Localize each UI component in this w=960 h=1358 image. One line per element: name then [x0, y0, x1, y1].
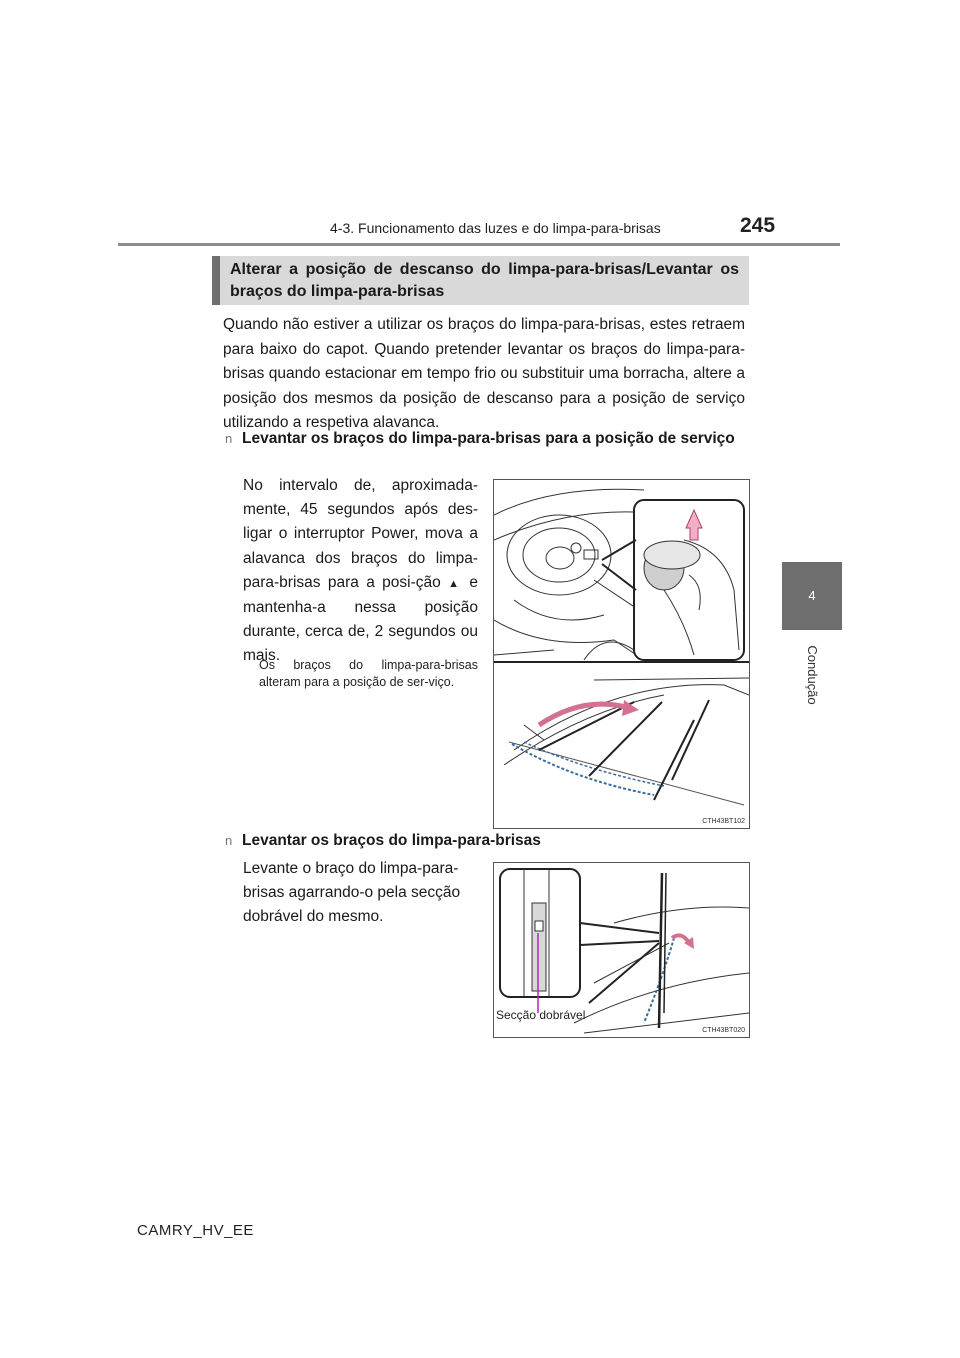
figure2-fold-section-label: Secção dobrável: [496, 1008, 586, 1022]
page-number: 245: [740, 214, 776, 237]
wiper-service-symbol-icon: ▲: [448, 577, 463, 590]
subsection1-paragraph-part2: e mantenha-a nessa posição durante, cerca de, 2 segundos ou mais.: [243, 573, 478, 665]
bullet-icon: n: [225, 431, 233, 446]
subsection2-heading-row: [225, 832, 745, 850]
header-rule: [118, 243, 840, 246]
figure-wiper-service-position: [493, 479, 750, 829]
figure2-code: CTH43BT020: [702, 1027, 745, 1034]
subsection1-heading-row: [225, 427, 745, 452]
intro-paragraph: Quando não estiver a utilizar os braços do limpa-para-brisas, estes retraem para baixo do capot. Quando pretender levantar os braços do limpa-para-brisas quando estacionar em tempo frio ou substituir uma borracha, altere a posição dos mesmos da posição de descanso para a posição de serviço utilizando a respetiva alavanca.: [223, 316, 745, 431]
figure1-illustration: [494, 480, 749, 828]
subsection2-paragraph: Levante o braço do limpa-para-brisas agarrando-o pela secção dobrável do mesmo.: [243, 860, 461, 926]
bullet-icon: n: [225, 833, 233, 848]
chapter-tab: 4: [782, 562, 842, 630]
subsection1-paragraph: [243, 474, 478, 669]
header-section-title: 4-3. Funcionamento das luzes e do limpa-para-brisas: [330, 220, 661, 236]
figure-wiper-fold-section: [493, 862, 750, 1038]
footer-model-code: CAMRY_HV_EE: [137, 1222, 254, 1239]
section-heading: Alterar a posição de descanso do limpa-para-brisas/Levantar os braços do limpa-para-brisas: [212, 256, 749, 305]
subsection1-paragraph-part1: No intervalo de, aproximada-mente, 45 segundos após des-ligar o interruptor Power, mova a alavanca dos braços do limpa-para-brisas para a posi-ção: [243, 477, 478, 591]
subsection1-note: Os braços do limpa-para-brisas alteram para a posição de ser-viço.: [259, 658, 478, 689]
subsection1-heading: Levantar os braços do limpa-para-brisas para a posição de serviço: [242, 430, 735, 447]
chapter-label: Condução: [805, 645, 820, 705]
figure1-code: CTH43BT102: [702, 818, 745, 825]
subsection2-heading: Levantar os braços do limpa-para-brisas: [242, 832, 541, 849]
